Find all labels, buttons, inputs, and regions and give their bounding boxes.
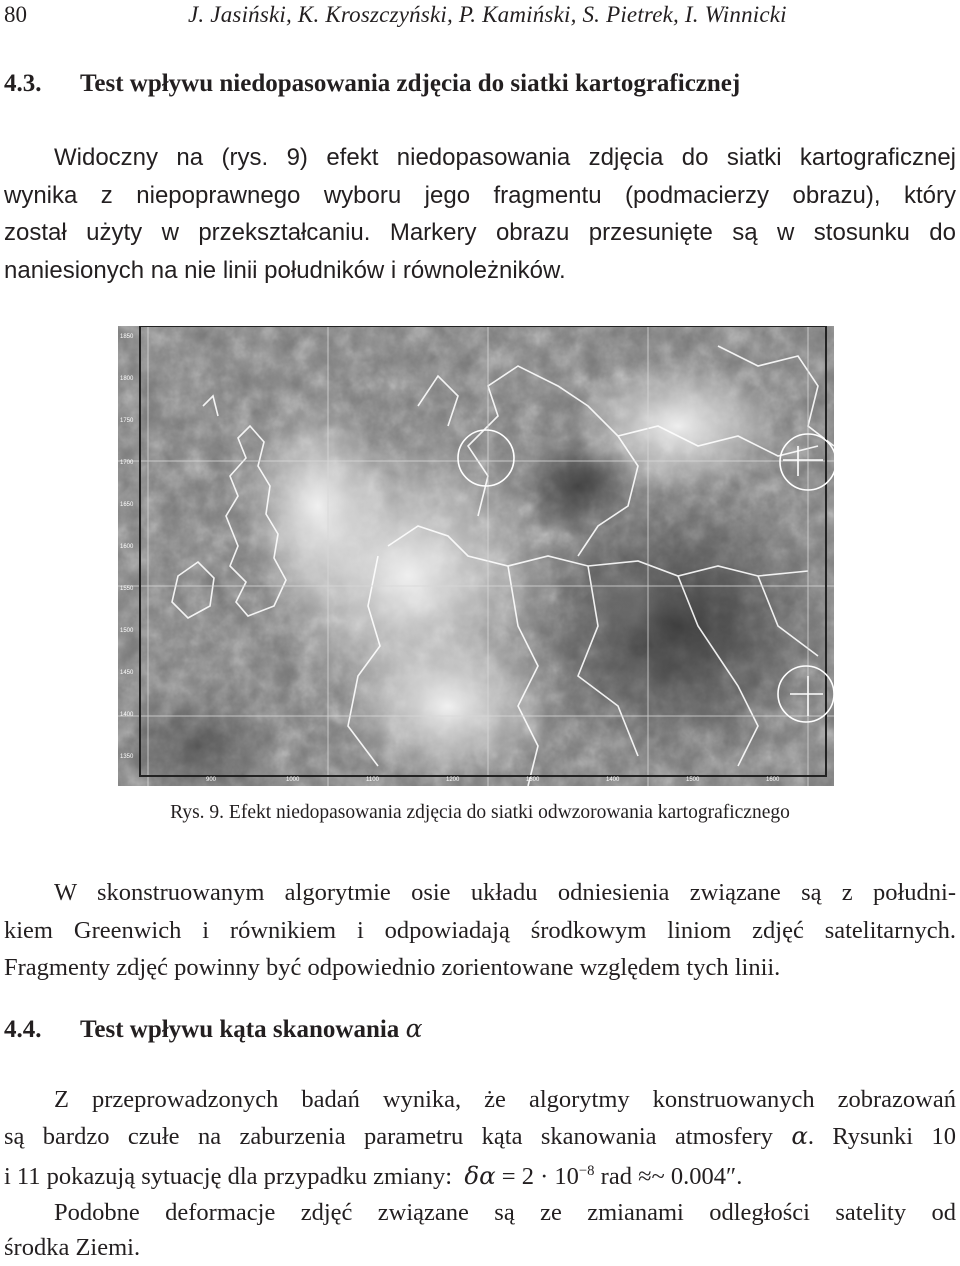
y-tick-label: 1850 [120,334,134,340]
y-tick-label: 1400 [120,712,134,718]
text-span: i 11 pokazują sytuację dla przypadku zmiany: [4,1163,453,1191]
paragraph-line: Widoczny na (rys. 9) efekt niedopasowania zdjęcia do siatki kartograficznej [54,144,956,171]
text-span: . Rysunki 10 [807,1122,957,1150]
paragraph-line: Podobne deformacje zdjęć związane są ze zmianami odległości satelity od [54,1198,956,1226]
paragraph-line [4,1118,956,1155]
y-tick-label: 1750 [120,418,134,424]
y-tick-label: 1350 [120,754,134,760]
x-tick-label: 1200 [446,777,460,783]
paragraph-line: został użyty w przekształcaniu. Markery obrazu przesunięte są w stosunku do [4,219,956,246]
x-axis-ticks [118,777,834,786]
x-tick-label: 1300 [526,777,540,783]
formula-lhs: δα [464,1161,496,1191]
formula-exponent: −8 [578,1163,595,1179]
x-tick-label: 1600 [766,777,780,783]
running-head-authors: J. Jasiński, K. Kroszczyński, P. Kamiński, S. Pietrek, I. Winnicki [188,2,787,27]
satellite-image [118,326,834,786]
y-tick-label: 1500 [120,628,134,634]
formula-unit: rad [600,1163,632,1191]
paragraph-line: kiem Greenwich i równikiem i odpowiadają środkowym liniom zdjęć satelitarnych. [4,916,956,944]
paragraph-line: wynika z niepoprawnego wyboru jego fragmentu (podmacierzy obrazu), który [4,181,956,209]
section-title: Test wpływu niedopasowania zdjęcia do siatki kartograficznej [80,70,741,97]
paragraph-3 [4,1082,956,1266]
section-heading-4-4 [4,1014,422,1044]
section-number: 4.3. [4,70,42,97]
y-tick-label: 1700 [120,460,134,466]
formula-eq: = 2 · 10 [501,1163,579,1191]
section-number: 4.4. [4,1016,42,1043]
y-tick-label: 1800 [120,376,134,382]
paragraph-line: Z przeprowadzonych badań wynika, że algorytmy konstruowanych zobrazowań [54,1086,956,1113]
section-heading-4-3 [4,70,740,98]
x-tick-label: 1400 [606,777,620,783]
text-span: są bardzo czułe na zaburzenia parametru kąta skanowania atmosfery [4,1122,773,1150]
page-header [4,2,956,32]
y-axis-ticks [120,326,140,786]
page-number: 80 [4,2,27,27]
y-tick-label: 1600 [120,544,134,550]
formula-approx: ≈~ 0.004″. [638,1163,743,1191]
x-tick-label: 1500 [686,777,700,783]
paragraph-line: środka Ziemi. [4,1234,141,1262]
x-tick-label: 1100 [366,777,379,783]
section-title: Test wpływu kąta skanowania [80,1016,400,1043]
x-tick-label: 1000 [286,777,300,783]
paragraph-line: Fragmenty zdjęć powinny być odpowiednio zorientowane względem tych linii. [4,954,781,981]
y-tick-label: 1650 [120,502,134,508]
satellite-image-figure [118,326,834,786]
paragraph-line: W skonstruowanym algorytmie osie układu odniesienia związane są z południ- [54,879,956,906]
paragraph-2 [4,874,956,987]
paragraph-line [4,1154,956,1195]
alpha-symbol: α [405,1014,423,1043]
alpha-symbol: α [791,1120,808,1150]
figure-caption: Rys. 9. Efekt niedopasowania zdjęcia do siatki odwzorowania kartograficznego [170,802,790,823]
paragraph-line: naniesionych na nie linii południków i równoleżników. [4,256,566,284]
y-tick-label: 1450 [120,670,134,676]
x-tick-label: 900 [206,777,217,783]
paragraph-1 [4,139,956,289]
y-tick-label: 1550 [120,586,134,592]
